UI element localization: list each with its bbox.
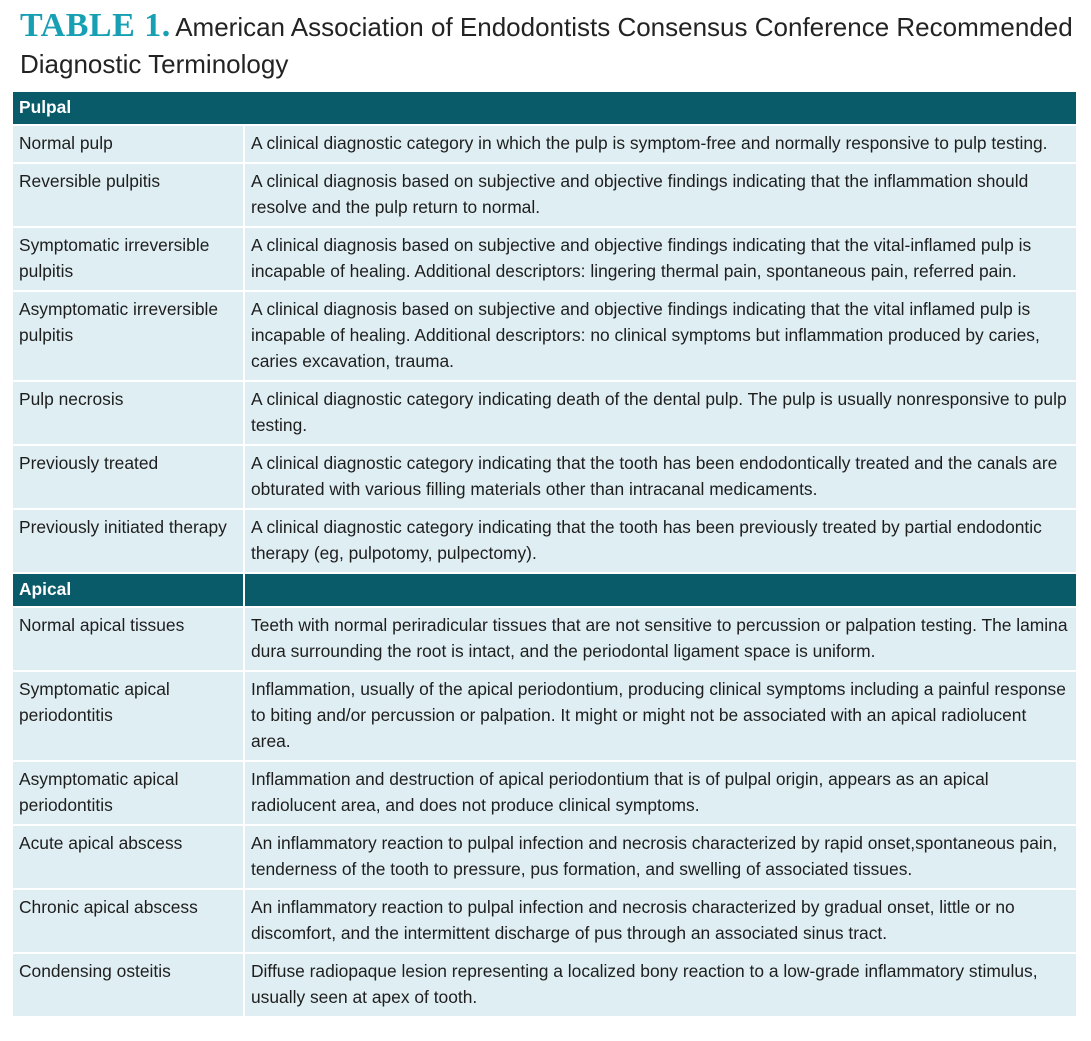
section-header-blank — [244, 573, 1077, 607]
definition-cell: Diffuse radiopaque lesion representing a localized bony reaction to a low-grade inflammatory stimulus, usually seen at apex of tooth. — [244, 953, 1077, 1017]
section-header-pulpal — [12, 91, 1077, 125]
term-cell: Asymptomatic irreversible pulpitis — [12, 291, 244, 381]
term-cell: Acute apical abscess — [12, 825, 244, 889]
section-title: Pulpal — [12, 91, 1077, 125]
table-row — [12, 125, 1077, 163]
definition-cell: A clinical diagnosis based on subjective and objective findings indicating that the vital-inflamed pulp is incapable of healing. Additional descriptors: lingering thermal pain, spontaneous pain, referred pain. — [244, 227, 1077, 291]
table-row — [12, 825, 1077, 889]
section-header-apical — [12, 573, 1077, 607]
definition-cell: An inflammatory reaction to pulpal infection and necrosis characterized by gradual onset, little or no discomfort, and the intermittent discharge of pus through an associated sinus tract. — [244, 889, 1077, 953]
table-title: American Association of Endodontists Consensus Conference Recommended Diagnostic Terminology — [20, 12, 1073, 79]
table-row — [12, 953, 1077, 1017]
term-cell: Previously initiated therapy — [12, 509, 244, 573]
table-row — [12, 381, 1077, 445]
table-caption — [20, 7, 1080, 85]
table-row — [12, 163, 1077, 227]
term-cell: Symptomatic irreversible pulpitis — [12, 227, 244, 291]
definition-cell: A clinical diagnostic category indicating death of the dental pulp. The pulp is usually nonresponsive to pulp testing. — [244, 381, 1077, 445]
table-row — [12, 671, 1077, 761]
definition-cell: A clinical diagnostic category indicating that the tooth has been previously treated by partial endodontic therapy (eg, pulpotomy, pulpectomy). — [244, 509, 1077, 573]
table-row — [12, 509, 1077, 573]
term-cell: Pulp necrosis — [12, 381, 244, 445]
definition-cell: A clinical diagnostic category indicating that the tooth has been endodontically treated and the canals are obturated with various filling materials other than intracanal medicaments. — [244, 445, 1077, 509]
definition-cell: A clinical diagnostic category in which the pulp is symptom-free and normally responsive to pulp testing. — [244, 125, 1077, 163]
term-cell: Reversible pulpitis — [12, 163, 244, 227]
definition-cell: Teeth with normal periradicular tissues that are not sensitive to percussion or palpation testing. The lamina dura surrounding the root is intact, and the periodontal ligament space is uniform. — [244, 607, 1077, 671]
table-row — [12, 291, 1077, 381]
term-cell: Asymptomatic apical periodontitis — [12, 761, 244, 825]
table-label: TABLE 1. — [20, 7, 171, 44]
table-row — [12, 889, 1077, 953]
table-row — [12, 445, 1077, 509]
term-cell: Symptomatic apical periodontitis — [12, 671, 244, 761]
term-cell: Previously treated — [12, 445, 244, 509]
term-cell: Chronic apical abscess — [12, 889, 244, 953]
definition-cell: An inflammatory reaction to pulpal infection and necrosis characterized by rapid onset,spontaneous pain, tenderness of the tooth to pressure, pus formation, and swelling of associated tissues. — [244, 825, 1077, 889]
definition-cell: A clinical diagnosis based on subjective and objective findings indicating that the vital inflamed pulp is incapable of healing. Additional descriptors: no clinical symptoms but inflammation produced by caries, caries excavation, trauma. — [244, 291, 1077, 381]
definition-cell: Inflammation, usually of the apical periodontium, producing clinical symptoms including a painful response to biting and/or percussion or palpation. It might or might not be associated with an apical radiolucent area. — [244, 671, 1077, 761]
term-cell: Condensing osteitis — [12, 953, 244, 1017]
table-row — [12, 761, 1077, 825]
table-row — [12, 607, 1077, 671]
section-title: Apical — [12, 573, 244, 607]
term-cell: Normal apical tissues — [12, 607, 244, 671]
diagnostic-terminology-table — [11, 90, 1078, 1018]
definition-cell: Inflammation and destruction of apical periodontium that is of pulpal origin, appears as an apical radiolucent area, and does not produce clinical symptoms. — [244, 761, 1077, 825]
table-row — [12, 227, 1077, 291]
term-cell: Normal pulp — [12, 125, 244, 163]
definition-cell: A clinical diagnosis based on subjective and objective findings indicating that the inflammation should resolve and the pulp return to normal. — [244, 163, 1077, 227]
